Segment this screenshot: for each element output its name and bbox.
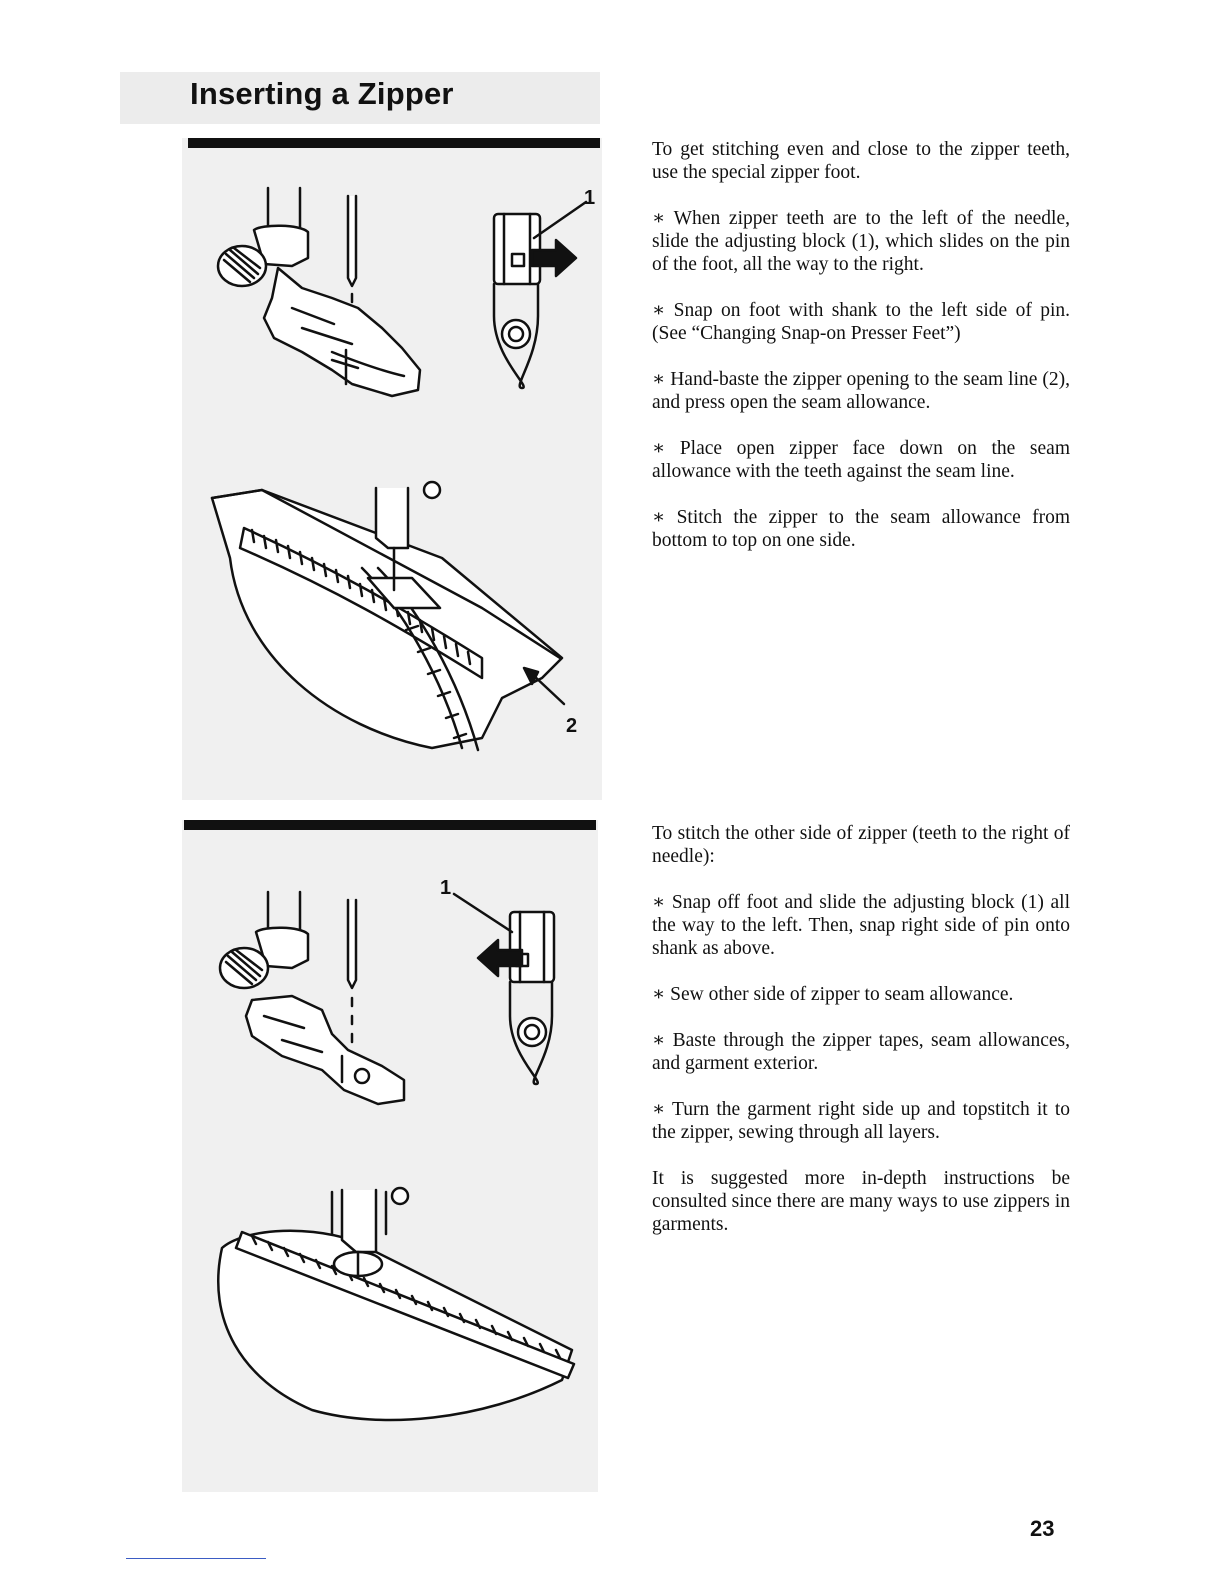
figure-zipper-foot-left xyxy=(182,820,598,1492)
needle xyxy=(348,900,356,988)
paragraph: ∗ Snap on foot with shank to the left side of pin. (See “Changing Snap-on Presser Feet”) xyxy=(652,300,1070,344)
callout-label-1: 1 xyxy=(440,877,452,899)
page-number: 23 xyxy=(1030,1516,1055,1541)
paragraph: ∗ Snap off foot and slide the adjusting block (1) all the way to the left. Then, snap right side of pin onto shank as above. xyxy=(652,892,1070,959)
callout-label-2: 2 xyxy=(566,715,578,737)
figure-top-illustration xyxy=(182,138,602,800)
callout-arrow-1 xyxy=(454,894,512,932)
paragraph: ∗ Baste through the zipper tapes, seam allowances, and garment exterior. xyxy=(652,1030,1070,1074)
callout-arrow-2 xyxy=(532,674,564,704)
page-title: Inserting a Zipper xyxy=(190,76,454,111)
zipper-foot-side-view xyxy=(494,214,540,388)
figure-top-rule xyxy=(188,138,600,148)
section-two-text xyxy=(652,822,1070,1259)
zipper-foot xyxy=(246,996,404,1104)
figure-zipper-foot-right xyxy=(182,138,602,800)
presser-foot-sewing xyxy=(376,488,408,548)
callout-arrow-1 xyxy=(534,202,586,238)
paragraph: ∗ Turn the garment right side up and topstitch it to the zipper, sewing through all layers. xyxy=(652,1099,1070,1143)
paragraph: ∗ When zipper teeth are to the left of the needle, slide the adjusting block (1), which slides on the pin of the foot, all the way to the right. xyxy=(652,208,1070,275)
section-one-text xyxy=(652,138,1070,575)
footer-rule xyxy=(126,1558,266,1559)
paragraph: To get stitching even and close to the zipper teeth, use the special zipper foot. xyxy=(652,139,1070,183)
figure-bottom-rule xyxy=(184,820,596,830)
paragraph: To stitch the other side of zipper (teeth to the right of needle): xyxy=(652,823,1070,867)
thumb-screw-icon xyxy=(220,948,268,988)
paragraph: ∗ Sew other side of zipper to seam allowance. xyxy=(652,984,1014,1005)
needle xyxy=(348,196,356,286)
callout-label-1: 1 xyxy=(584,187,596,209)
thumb-screw-icon xyxy=(218,246,266,286)
figure-bottom-illustration xyxy=(182,820,598,1492)
paragraph: It is suggested more in-depth instructions be consulted since there are many ways to use zippers in garments. xyxy=(652,1168,1070,1235)
zipper-foot-side-view xyxy=(510,912,554,1084)
paragraph: ∗ Stitch the zipper to the seam allowance from bottom to top on one side. xyxy=(652,507,1070,551)
paragraph: ∗ Place open zipper face down on the seam allowance with the teeth against the seam line. xyxy=(652,438,1070,482)
presser-foot-sewing xyxy=(342,1190,376,1252)
zipper-foot xyxy=(264,268,420,396)
paragraph: ∗ Hand-baste the zipper opening to the seam line (2), and press open the seam allowance. xyxy=(652,369,1070,413)
